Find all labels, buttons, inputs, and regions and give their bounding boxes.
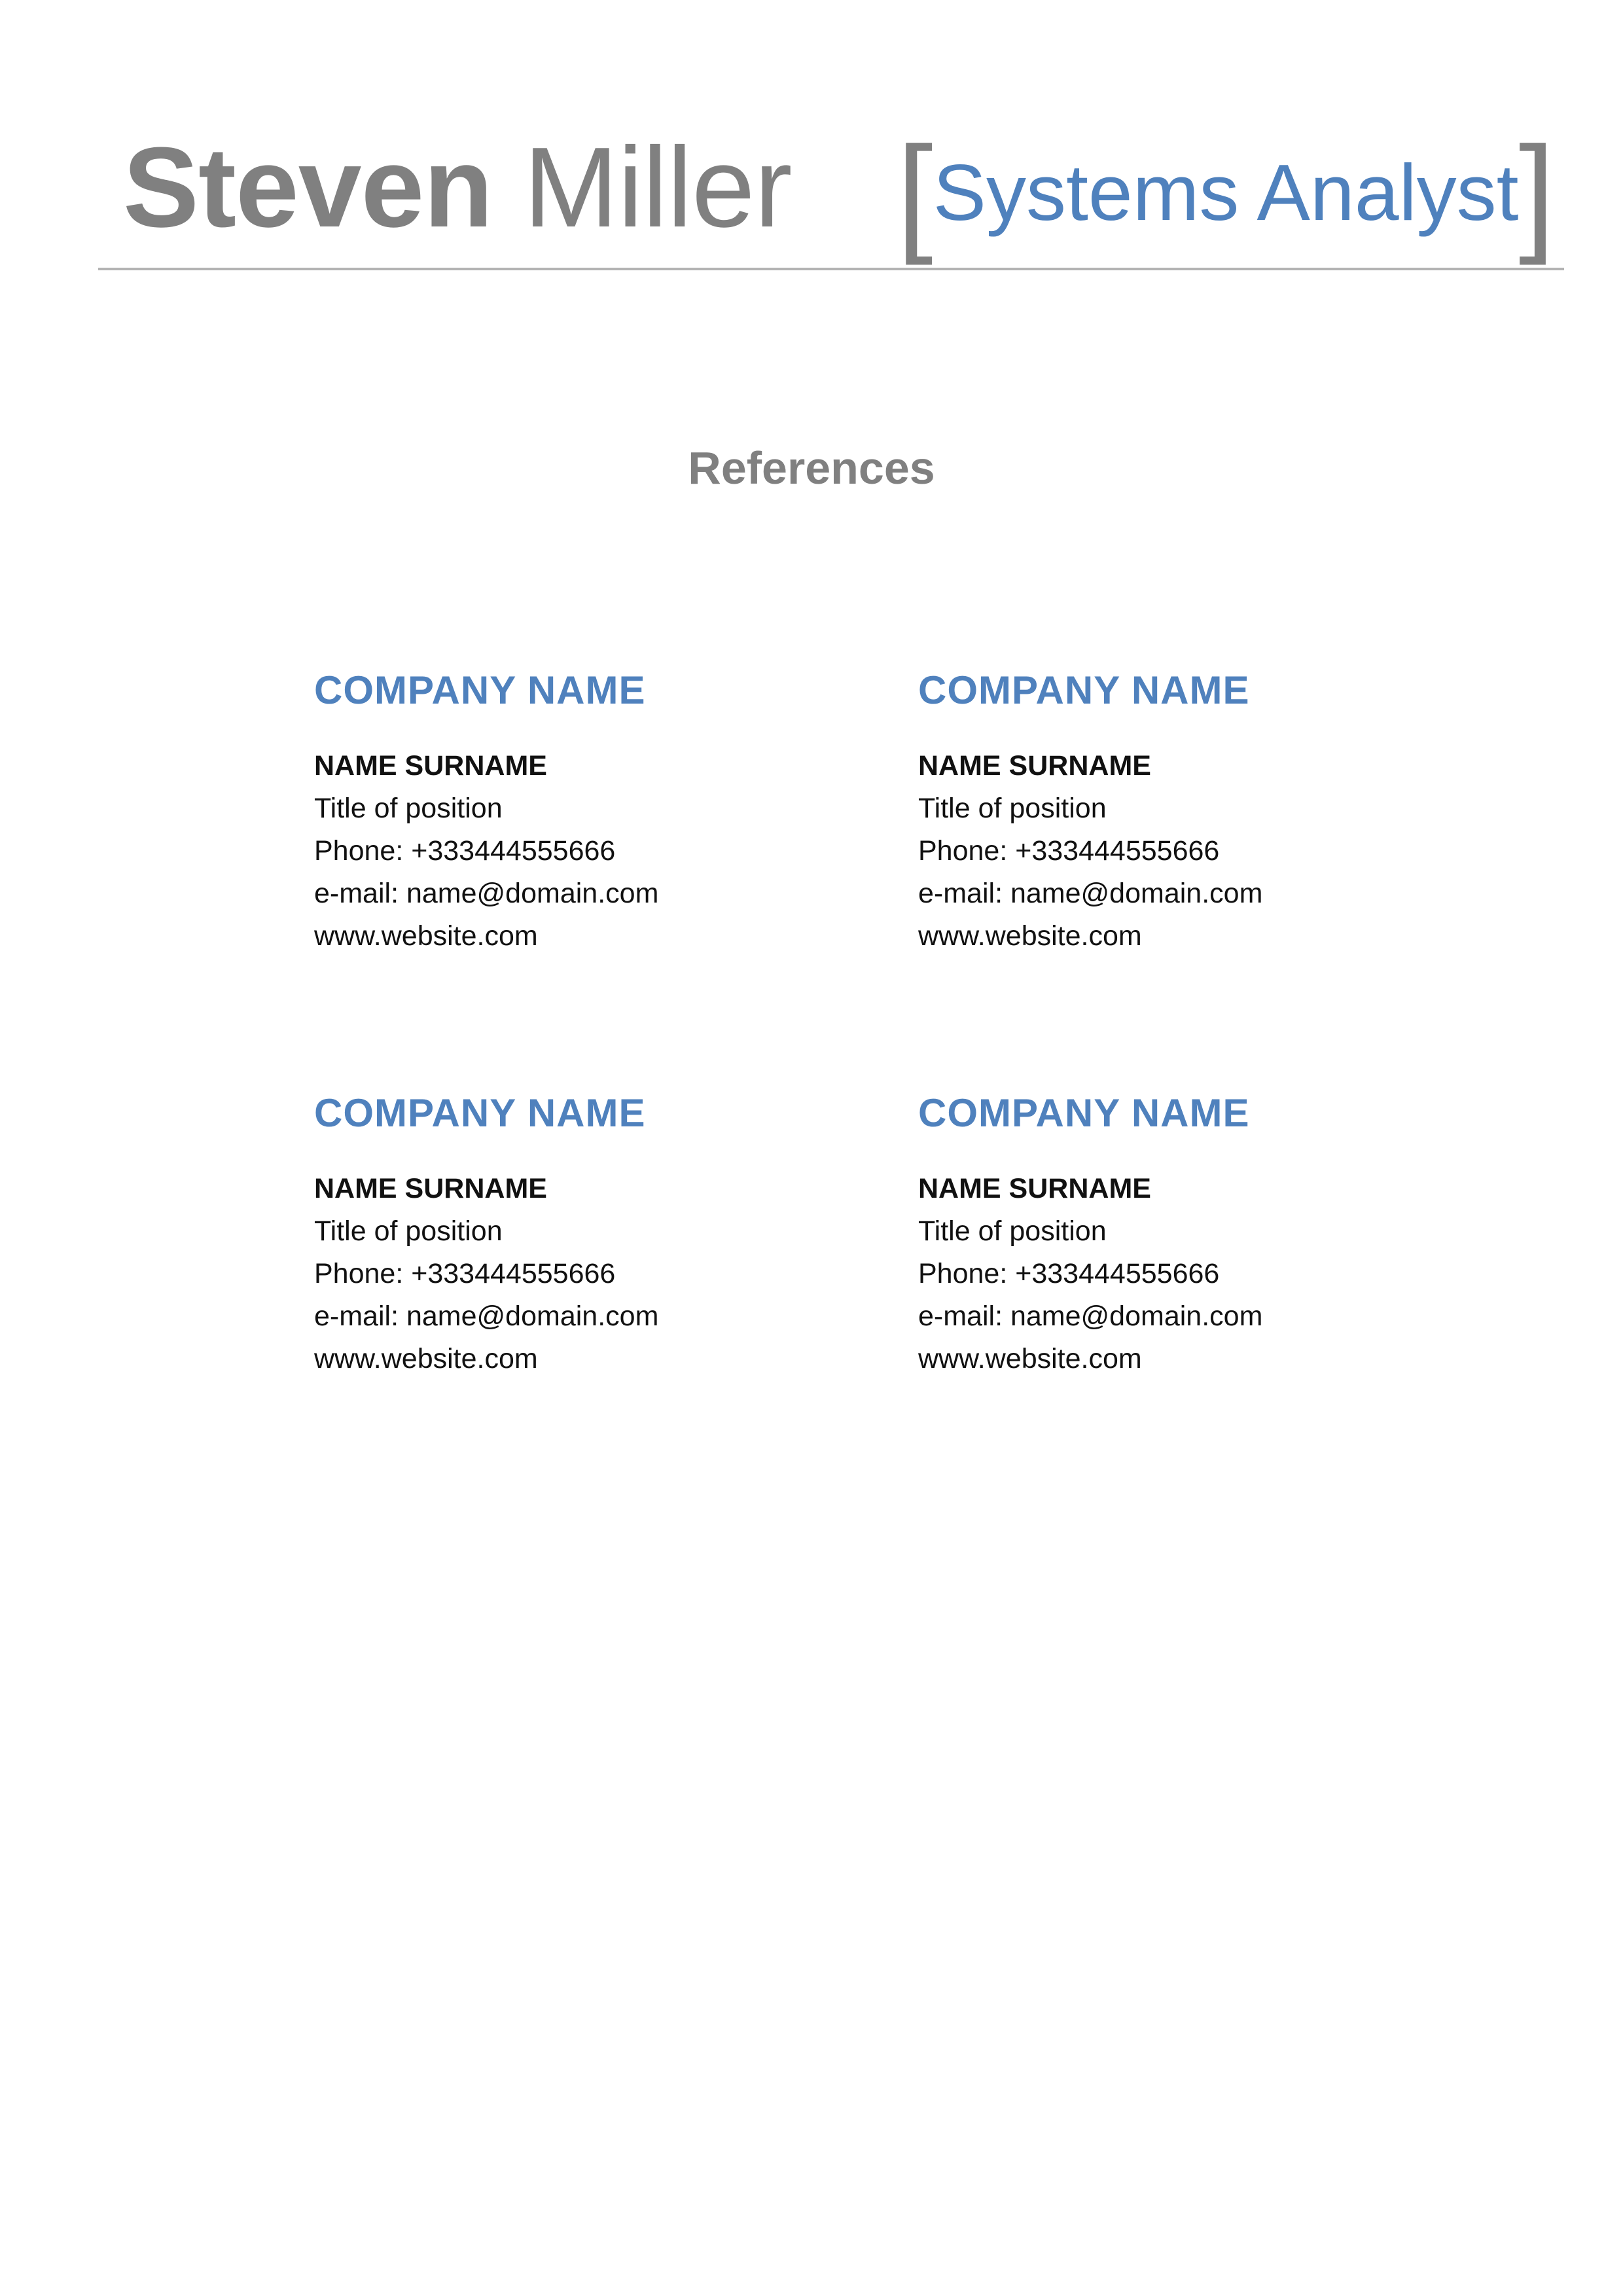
reference-title: Title of position (918, 1215, 1107, 1247)
reference-phone: Phone: +333444555666 (918, 835, 1220, 867)
reference-phone: Phone: +333444555666 (314, 835, 616, 867)
reference-card (314, 668, 838, 958)
reference-website: www.website.com (918, 920, 1142, 952)
company-name: COMPANY NAME (314, 668, 646, 712)
company-name: COMPANY NAME (918, 668, 1250, 712)
company-name: COMPANY NAME (314, 1091, 646, 1135)
reference-name: NAME SURNAME (314, 750, 547, 781)
header-divider (98, 268, 1564, 270)
reference-title: Title of position (918, 793, 1107, 824)
role-text: Systems Analyst (933, 148, 1519, 237)
reference-website: www.website.com (314, 920, 538, 952)
job-title (897, 120, 1556, 266)
bracket-close: ] (1518, 120, 1556, 266)
reference-card (314, 1090, 838, 1380)
reference-email: e-mail: name@domain.com (918, 1300, 1263, 1332)
candidate-name (123, 122, 792, 253)
reference-card (918, 668, 1442, 958)
reference-title: Title of position (314, 793, 503, 824)
reference-title: Title of position (314, 1215, 503, 1247)
reference-name: NAME SURNAME (918, 1173, 1151, 1204)
reference-website: www.website.com (314, 1343, 538, 1374)
reference-phone: Phone: +333444555666 (918, 1258, 1220, 1289)
reference-email: e-mail: name@domain.com (918, 878, 1263, 909)
reference-email: e-mail: name@domain.com (314, 878, 659, 909)
company-name: COMPANY NAME (918, 1091, 1250, 1135)
section-title: References (688, 442, 935, 493)
reference-email: e-mail: name@domain.com (314, 1300, 659, 1332)
reference-phone: Phone: +333444555666 (314, 1258, 616, 1289)
bracket-open: [ (897, 120, 933, 266)
reference-name: NAME SURNAME (918, 750, 1151, 781)
reference-website: www.website.com (918, 1343, 1142, 1374)
reference-card (918, 1090, 1442, 1380)
first-name: Steven (123, 123, 493, 251)
reference-name: NAME SURNAME (314, 1173, 547, 1204)
last-name: Miller (523, 123, 792, 251)
